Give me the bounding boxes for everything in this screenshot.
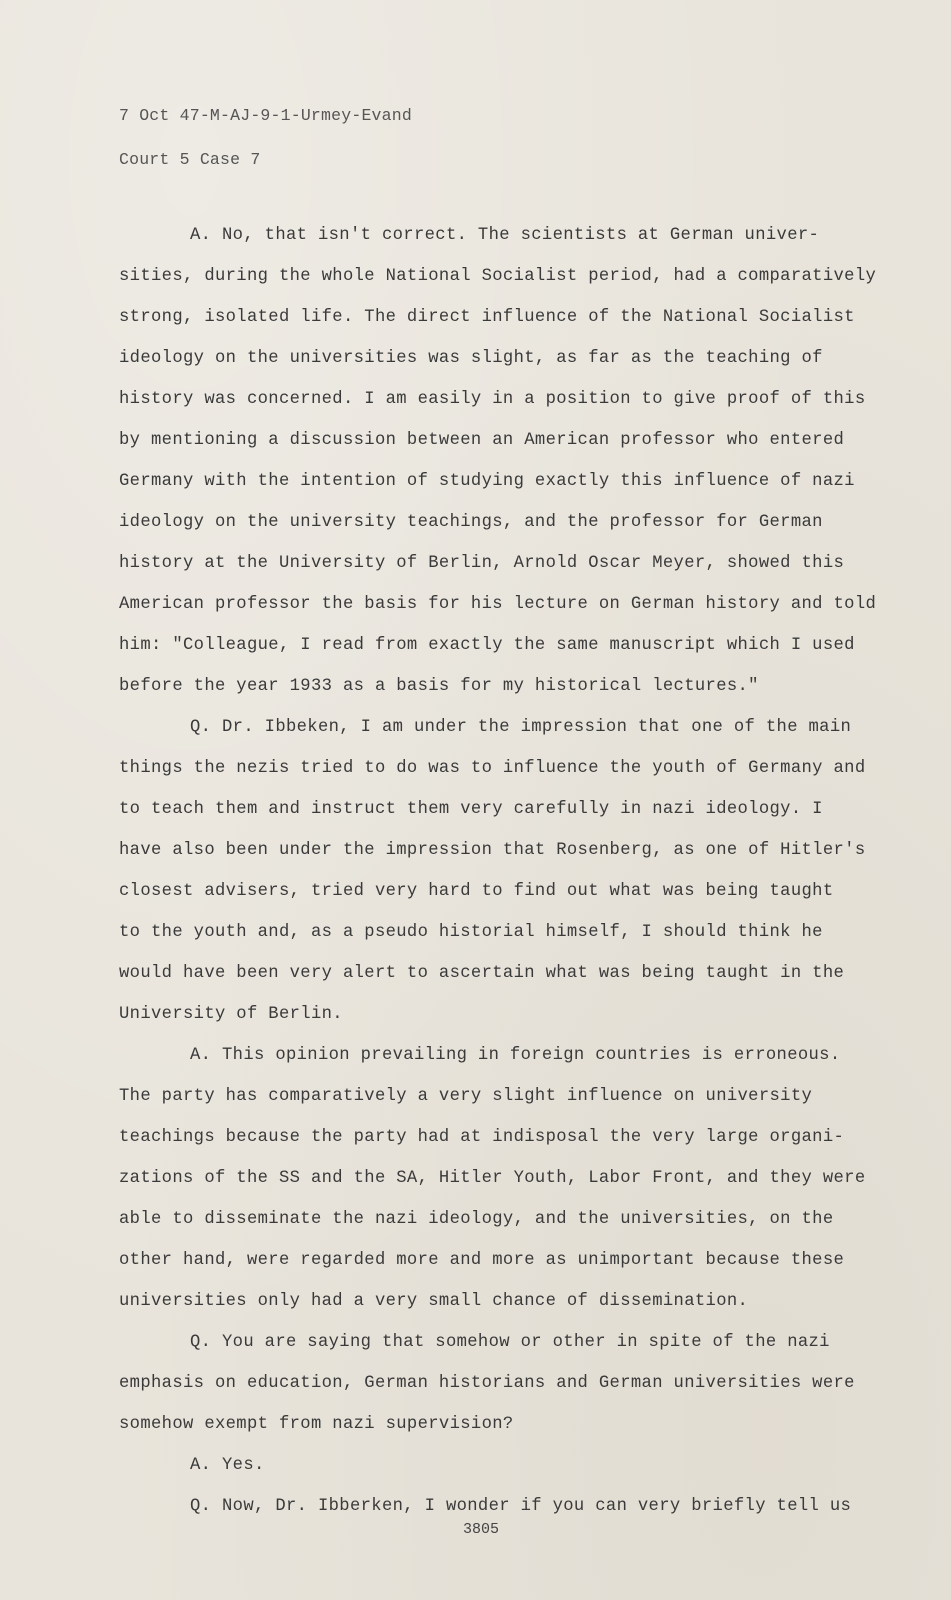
transcript-line: to the youth and, as a pseudo historial himself, I should think he [119, 923, 823, 942]
transcript-line: ideology on the universities was slight, as far as the teaching of [119, 349, 823, 368]
transcript-line: by mentioning a discussion between an American professor who entered [119, 431, 845, 450]
transcript-line: emphasis on education, German historians and German universities were [119, 1374, 855, 1393]
transcript-line: would have been very alert to ascertain what was being taught in the [119, 964, 845, 983]
transcript-line: things the nezis tried to do was to influence the youth of Germany and [119, 759, 866, 778]
transcript-line: somehow exempt from nazi supervision? [119, 1415, 514, 1434]
transcript-line: Germany with the intention of studying exactly this influence of nazi [119, 472, 855, 491]
transcript-line: closest advisers, tried very hard to find out what was being taught [119, 882, 834, 901]
transcript-line: strong, isolated life. The direct influence of the National Socialist [119, 308, 855, 327]
transcript-line: A. No, that isn't correct. The scientists at German univer- [190, 226, 820, 245]
transcript-line: other hand, were regarded more and more as unimportant because these [119, 1251, 845, 1270]
transcript-line: American professor the basis for his lecture on German history and told [119, 595, 877, 614]
transcript-line: sities, during the whole National Socialist period, had a comparatively [119, 267, 877, 286]
transcript-line: history was concerned. I am easily in a position to give proof of this [119, 390, 866, 409]
transcript-line: history at the University of Berlin, Arnold Oscar Meyer, showed this [119, 554, 845, 573]
transcript-line: before the year 1933 as a basis for my historical lectures." [119, 677, 759, 696]
transcript-line: A. Yes. [190, 1456, 265, 1475]
transcript-line: to teach them and instruct them very carefully in nazi ideology. I [119, 800, 823, 819]
transcript-line: Q. You are saying that somehow or other in spite of the nazi [190, 1333, 830, 1352]
court-case-label: Court 5 Case 7 [119, 150, 261, 169]
transcript-line: able to disseminate the nazi ideology, and the universities, on the [119, 1210, 834, 1229]
transcript-line: teachings because the party had at indisposal the very large organi- [119, 1128, 845, 1147]
document-id-header: 7 Oct 47-M-AJ-9-1-Urmey-Evand [119, 106, 412, 125]
transcript-line: Q. Now, Dr. Ibberken, I wonder if you can very briefly tell us [190, 1497, 852, 1516]
transcript-line: A. This opinion prevailing in foreign countries is erroneous. [190, 1046, 841, 1065]
transcript-line: have also been under the impression that Rosenberg, as one of Hitler's [119, 841, 866, 860]
transcript-line: zations of the SS and the SA, Hitler Youth, Labor Front, and they were [119, 1169, 866, 1188]
transcript-line: universities only had a very small chance of dissemination. [119, 1292, 749, 1311]
transcript-line: him: "Colleague, I read from exactly the same manuscript which I used [119, 636, 855, 655]
transcript-line: ideology on the university teachings, and the professor for German [119, 513, 823, 532]
page-number: 3805 [463, 1521, 500, 1538]
transcript-line: Q. Dr. Ibbeken, I am under the impression that one of the main [190, 718, 852, 737]
transcript-line: The party has comparatively a very slight influence on university [119, 1087, 813, 1106]
transcript-line: University of Berlin. [119, 1005, 343, 1024]
